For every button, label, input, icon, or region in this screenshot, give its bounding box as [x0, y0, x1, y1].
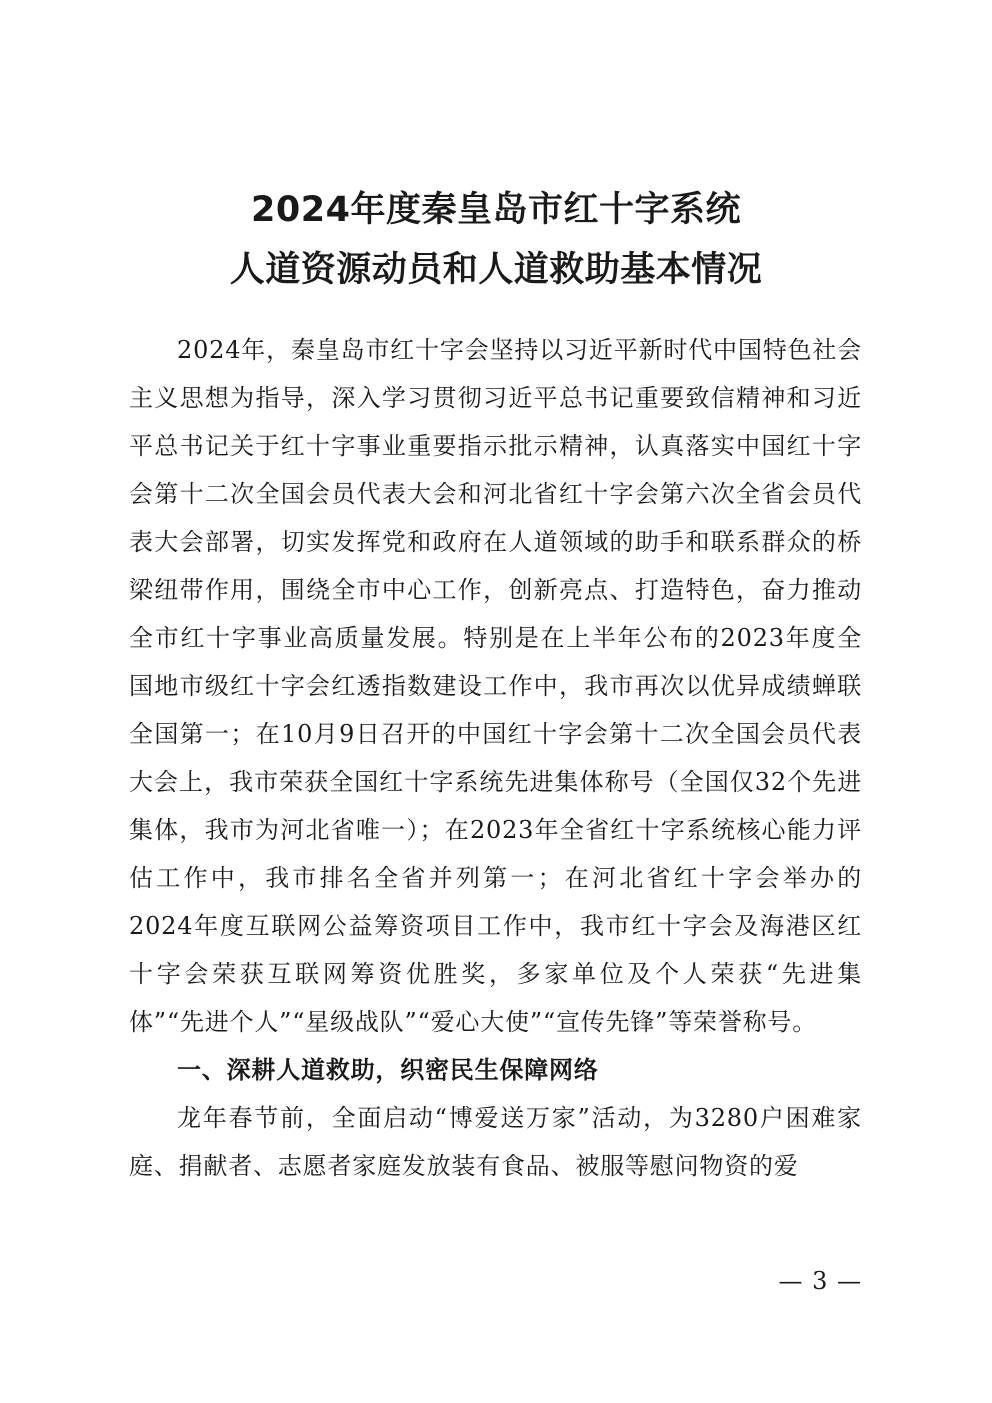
section-paragraph: 龙年春节前，全面启动“博爱送万家”活动，为3280户困难家庭、捐献者、志愿者家庭发放装有食品、被服等慰问物资的爱 — [129, 1104, 862, 1180]
document-title-line-1: 2024年度秦皇岛市红十字系统 — [251, 190, 741, 230]
intro-paragraph: 2024年，秦皇岛市红十字会坚持以习近平新时代中国特色社会主义思想为指导，深入学习贯彻习近平总书记重要致信精神和习近平总书记关于红十字事业重要指示批示精神，认真落实中国红十字会第十二次全国会员代表大会和河北省红十字会第六次全省会员代表大会部署，切实发挥党和政府在人道领域的助手和联系群众的桥梁纽带作用，围绕全市中心工作，创新亮点、打造特色，奋力推动全市红十字事业高质量发展。特别是在上半年公布的2023年度全国地市级红十字会红透指数建设工作中，我市再次以优异成绩蝉联全国第一；在10月9日召开的中国红十字会第十二次全国会员代表大会上，我市荣获全国红十字系统先进集体称号（全国仅32个先进集体，我市为河北省唯一）；在2023年全省红十字系统核心能力评估工作中，我市排名全省并列第一；在河北省红十字会举办的2024年度互联网公益筹资项目工作中，我市红十字会及海港区红十字会荣获互联网筹资优胜奖，多家单位及个人荣获“先进集体”“先进个人”“星级战队”“爱心大使”“宣传先锋”等荣誉称号。 — [129, 336, 862, 1036]
section-heading: 一、深耕人道救助，织密民生保障网络 — [177, 1056, 599, 1084]
document-title-line-2: 人道资源动员和人道救助基本情况 — [229, 250, 763, 290]
document-body — [129, 326, 862, 1190]
page-number: — 3 — — [778, 1267, 862, 1295]
